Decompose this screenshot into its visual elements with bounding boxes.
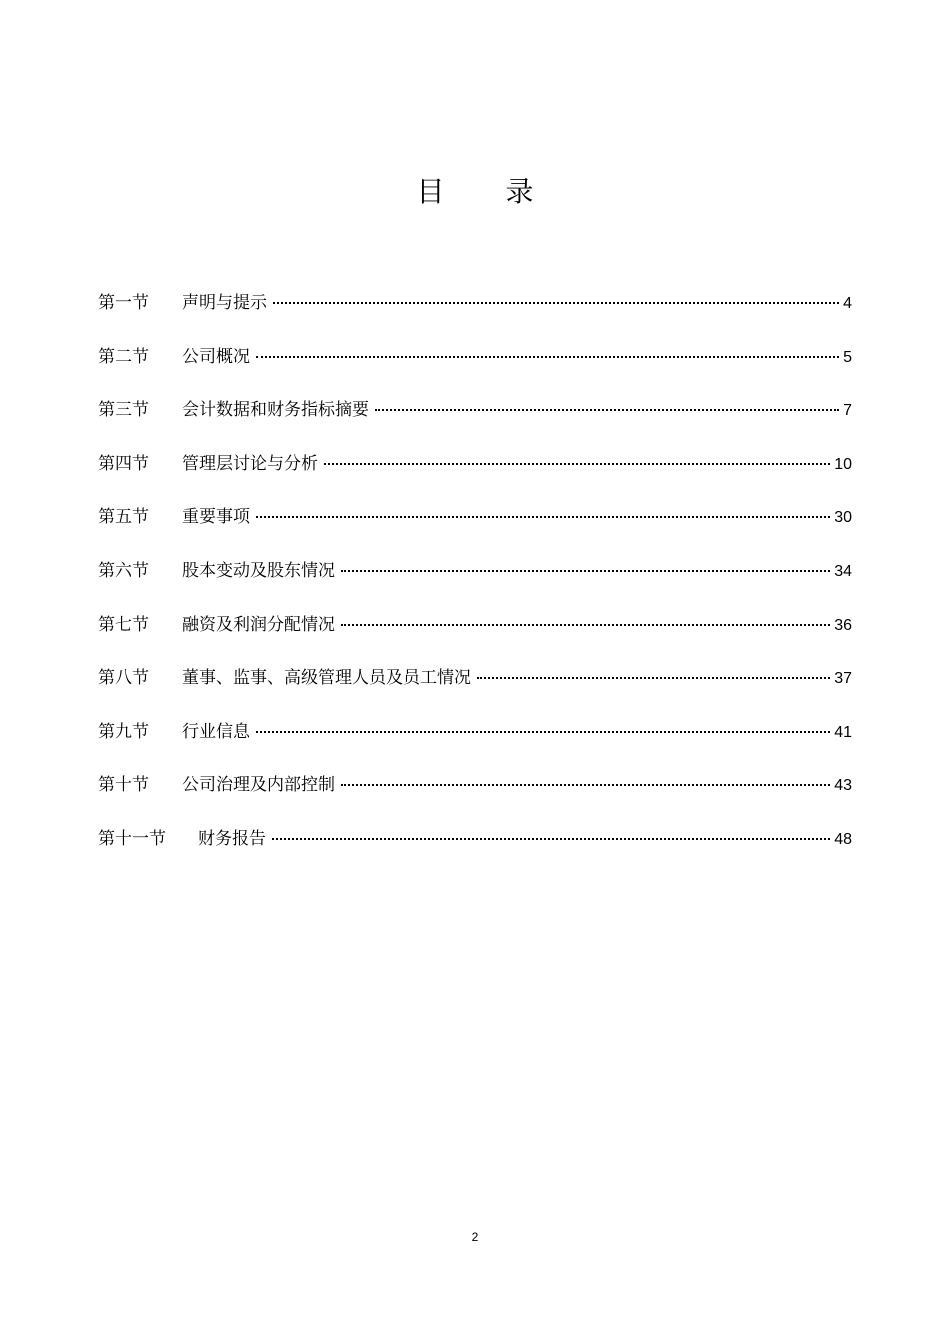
- toc-entry-1[interactable]: [98, 288, 852, 342]
- section-title: 管理层讨论与分析: [182, 453, 318, 474]
- section-number: 第七节: [98, 614, 149, 635]
- section-page-number: 37: [834, 670, 852, 688]
- section-number: 第八节: [98, 668, 149, 689]
- section-page-number: 10: [834, 455, 852, 473]
- dot-leader: [341, 624, 830, 626]
- dot-leader: [256, 356, 839, 358]
- toc-entry-10[interactable]: [98, 770, 852, 824]
- section-page-number: 41: [834, 723, 852, 741]
- dot-leader: [256, 516, 830, 518]
- section-page-number: 7: [843, 402, 852, 420]
- section-title: 重要事项: [182, 507, 250, 528]
- section-title: 董事、监事、高级管理人员及员工情况: [182, 668, 471, 689]
- section-title: 会计数据和财务指标摘要: [182, 400, 369, 421]
- dot-leader: [341, 784, 830, 786]
- section-page-number: 43: [834, 777, 852, 795]
- toc-entry-9[interactable]: [98, 717, 852, 771]
- section-title: 融资及利润分配情况: [182, 614, 335, 635]
- toc-entry-11[interactable]: [98, 824, 852, 878]
- section-number: 第九节: [98, 721, 149, 742]
- toc-entry-4[interactable]: [98, 449, 852, 503]
- toc-entry-8[interactable]: [98, 663, 852, 717]
- toc-entry-5[interactable]: [98, 502, 852, 556]
- section-page-number: 5: [843, 348, 852, 366]
- dot-leader: [256, 731, 830, 733]
- dot-leader: [341, 570, 830, 572]
- section-number: 第六节: [98, 560, 149, 581]
- dot-leader: [477, 677, 830, 679]
- section-page-number: 34: [834, 562, 852, 580]
- section-number: 第十一节: [98, 828, 166, 849]
- section-number: 第三节: [98, 400, 149, 421]
- toc-entry-3[interactable]: [98, 395, 852, 449]
- section-number: 第四节: [98, 453, 149, 474]
- toc-entry-7[interactable]: [98, 610, 852, 664]
- page-title: 目 录: [416, 175, 560, 208]
- footer-page-number: 2: [471, 1230, 479, 1244]
- section-number: 第一节: [98, 293, 149, 313]
- section-title: 股本变动及股东情况: [182, 560, 335, 581]
- section-page-number: 30: [834, 509, 852, 527]
- section-title: 公司治理及内部控制: [182, 775, 335, 796]
- section-page-number: 4: [843, 295, 852, 312]
- dot-leader: [324, 463, 830, 465]
- dot-leader: [273, 302, 839, 304]
- section-number: 第五节: [98, 507, 149, 528]
- section-number: 第二节: [98, 346, 149, 367]
- table-of-contents: [98, 288, 852, 878]
- section-number: 第十节: [98, 775, 149, 796]
- dot-leader: [375, 409, 839, 411]
- toc-entry-2[interactable]: [98, 342, 852, 396]
- section-title: 公司概况: [182, 346, 250, 367]
- section-title: 声明与提示: [182, 293, 267, 313]
- section-title: 行业信息: [182, 721, 250, 742]
- section-page-number: 36: [834, 616, 852, 634]
- section-title: 财务报告: [198, 828, 266, 849]
- dot-leader: [272, 838, 830, 840]
- toc-entry-6[interactable]: [98, 556, 852, 610]
- section-page-number: 48: [834, 830, 852, 848]
